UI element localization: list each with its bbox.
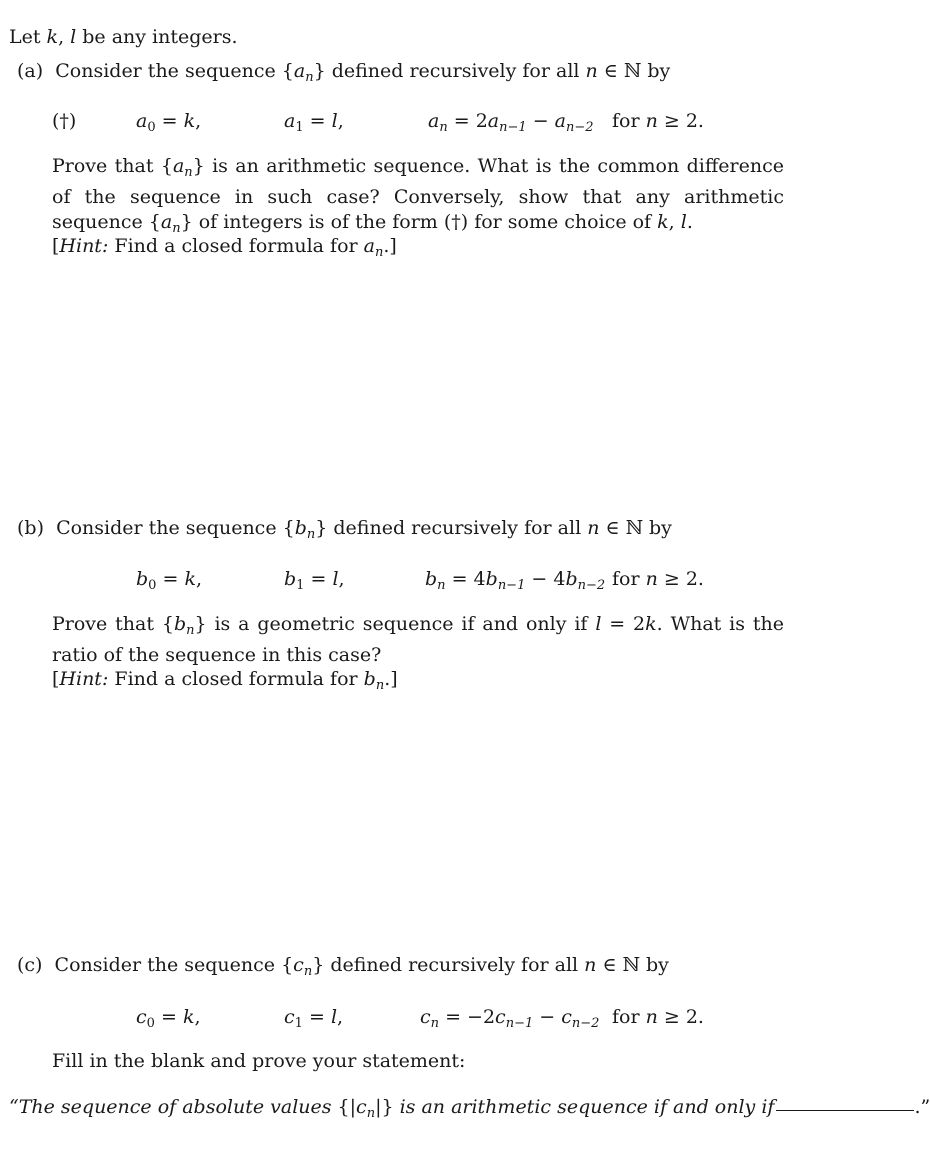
part-b-eq-b1: $b_1 = l$, — [284, 568, 345, 593]
part-a-eq-a1: $a_1 = l$, — [284, 110, 344, 135]
part-b-label: (b) — [17, 517, 44, 539]
part-b-hint: [Hint: Find a closed formula for $b_n$.] — [52, 668, 398, 693]
part-a-body: Prove that $\{a_n\}$ is an arithmetic sequence. What is the common difference of the sequence in such case? Conversely, show that any arithmetic sequence $\{a_n\}$ of integers is of the form (†) for some choice of k, l. — [52, 155, 785, 236]
part-a-eq-a0: $a_0 = k$, — [136, 110, 202, 135]
part-c-heading: (c) Consider the sequence $\{c_n\}$ defined recursively for all n ∈ ℕ by — [17, 954, 669, 979]
part-b-eq-bn: $b_n = 4b_{n-1} - 4b_{n-2}$ — [425, 568, 606, 593]
part-b-body: Prove that $\{b_n\}$ is a geometric sequence if and only if l = 2k. What is the ratio of the sequence in this case? — [52, 613, 784, 666]
part-c-body: Fill in the blank and prove your statement: — [52, 1050, 466, 1072]
part-a-heading: (a) Consider the sequence $\{a_n\}$ defined recursively for all n ∈ ℕ by — [17, 60, 671, 85]
part-c-eq-cond: for n ≥ 2. — [612, 1006, 704, 1028]
part-c-eq-cn: $c_n = -2c_{n-1} - c_{n-2}$ — [420, 1006, 600, 1031]
answer-blank[interactable] — [776, 1110, 914, 1111]
intro-text: Let k, l be any integers. — [9, 26, 238, 48]
part-c-eq-c0: $c_0 = k$, — [136, 1006, 201, 1031]
part-a-label: (a) — [17, 60, 44, 82]
part-a-eq-an: $a_n = 2a_{n-1} - a_{n-2}$ — [428, 110, 594, 135]
part-c-label: (c) — [17, 954, 43, 976]
part-c-eq-c1: $c_1 = l$, — [284, 1006, 344, 1031]
part-b-eq-cond: for n ≥ 2. — [612, 568, 704, 590]
part-b-eq-b0: $b_0 = k$, — [136, 568, 203, 593]
part-a-dagger: (†) — [52, 110, 77, 132]
part-b-heading: (b) Consider the sequence $\{b_n\}$ defined recursively for all n ∈ ℕ by — [17, 517, 672, 542]
part-a-hint: [Hint: Find a closed formula for $a_n$.] — [52, 235, 397, 260]
part-c-quote: “The sequence of absolute values $\{|c_n|\}$ is an arithmetic sequence if and only if .” — [9, 1096, 930, 1121]
part-a-eq-cond: for n ≥ 2. — [612, 110, 704, 132]
